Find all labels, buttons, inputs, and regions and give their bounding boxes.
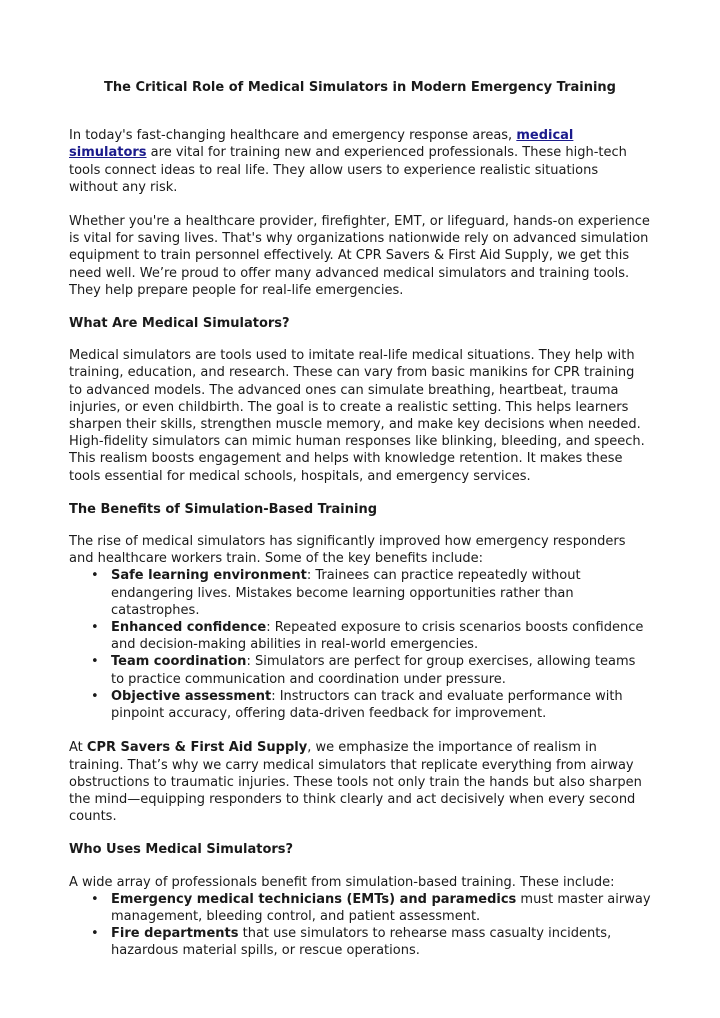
overview-paragraph: Whether you're a healthcare provider, firefighter, EMT, or lifeguard, hands-on experience is vital for saving lives. That's why organizations nationwide rely on advanced simulation equipment to train personnel effectively. At CPR Savers & First Aid Supply, we get this need well. We’re proud to offer many advanced medical simulators and training tools. They help prepare people for real-life emergencies. — [69, 214, 650, 298]
benefit-text: : Repeated exposure to crisis scenarios boosts confidence and decision-making abilities in real-world emergencies. — [111, 620, 644, 653]
list-item — [69, 688, 651, 722]
bullet-icon: • — [91, 891, 99, 907]
closing-text-after: , we emphasize the importance of realism in training. That’s why we carry medical simulators that replicate everything from airway obstructions to traumatic injuries. These tools not only train the hands but also sharpen the mind—equipping responders to think clearly and act decisively when every second counts. — [69, 740, 642, 825]
benefits-intro-paragraph: The rise of medical simulators has significantly improved how emergency responders and healthcare workers train. Some of the key benefits include: — [69, 534, 626, 567]
benefit-text: : Instructors can track and evaluate performance with pinpoint accuracy, offering data-driven feedback for improvement. — [111, 688, 623, 722]
benefit-term: Safe learning environment — [111, 568, 307, 584]
who-uses-intro-paragraph: A wide array of professionals benefit from simulation-based training. These include: — [69, 874, 615, 890]
user-group-term: Fire departments — [111, 926, 239, 942]
list-item — [69, 891, 651, 925]
benefit-term: Enhanced confidence — [111, 620, 267, 636]
section-heading-who-uses: Who Uses Medical Simulators? — [69, 842, 294, 858]
intro-text-after-link: are vital for training new and experienced professionals. These high-tech tools connect ideas to real life. They allow users to experience realistic situations without any risk. — [69, 145, 627, 195]
benefit-term: Team coordination — [111, 654, 247, 670]
bullet-icon: • — [91, 926, 99, 942]
user-group-text: must master airway management, bleeding control, and patient assessment. — [111, 891, 651, 924]
benefits-list — [69, 567, 651, 722]
who-uses-list — [69, 891, 651, 960]
list-item — [69, 619, 651, 653]
list-item — [69, 925, 651, 959]
what-are-paragraph-1: Medical simulators are tools used to imitate real-life medical situations. They help with training, education, and research. These can vary from basic manikins for CPR training to advanced models. The advanced ones can simulate breathing, heartbeat, trauma injuries, or even childbirth. The goal is to create a realistic setting. This helps learners sharpen their skills, strengthen muscle memory, and make key decisions when needed. — [69, 348, 641, 433]
bullet-icon: • — [91, 620, 99, 636]
intro-text-before-link: In today's fast-changing healthcare and emergency response areas, — [69, 128, 517, 144]
user-group-term: Emergency medical technicians (EMTs) and paramedics — [111, 891, 517, 907]
section-heading-what-are: What Are Medical Simulators? — [69, 316, 290, 332]
benefit-text: : Simulators are perfect for group exercises, allowing teams to practice communication and coordination under pressure. — [111, 654, 636, 687]
bullet-icon: • — [91, 688, 99, 704]
company-name: CPR Savers & First Aid Supply — [86, 740, 308, 756]
medical-simulators-link[interactable]: medical simulators — [69, 128, 574, 161]
closing-text-before: At — [69, 740, 87, 756]
benefit-term: Objective assessment — [111, 688, 272, 704]
intro-paragraph — [69, 127, 651, 196]
what-are-paragraph-2: High-fidelity simulators can mimic human responses like blinking, bleeding, and speech. This realism boosts engagement and helps with knowledge retention. It makes these tools essential for medical schools, hospitals, and emergency services. — [69, 434, 645, 484]
user-group-text: that use simulators to rehearse mass casualty incidents, hazardous material spills, or rescue operations. — [111, 926, 612, 959]
benefits-closing-paragraph — [69, 739, 651, 825]
section-heading-benefits: The Benefits of Simulation-Based Training — [69, 501, 378, 517]
benefit-text: : Trainees can practice repeatedly without endangering lives. Mistakes become learning opportunities rather than catastrophes. — [111, 568, 581, 618]
list-item — [69, 567, 651, 619]
bullet-icon: • — [91, 568, 99, 584]
list-item — [69, 653, 651, 687]
bullet-icon: • — [91, 654, 99, 670]
document-title: The Critical Role of Medical Simulators in Modern Emergency Training — [103, 80, 616, 95]
